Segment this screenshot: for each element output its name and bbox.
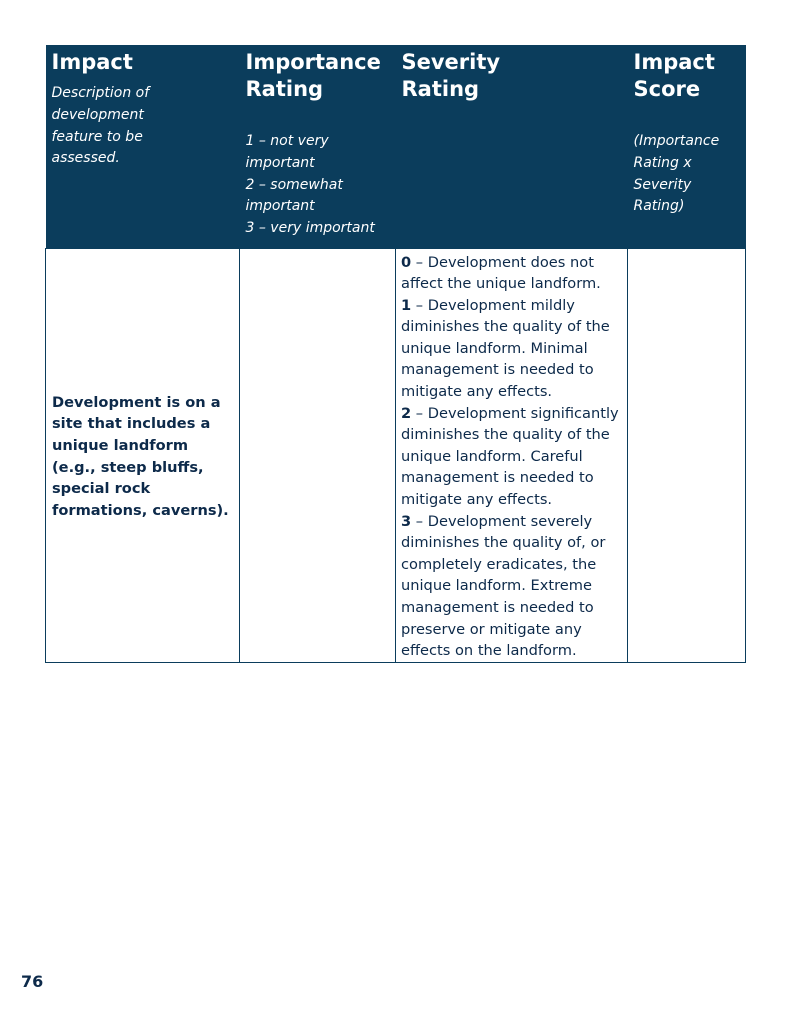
header-score: [628, 45, 746, 248]
header-severity: [396, 45, 628, 248]
header-impact: [46, 45, 240, 248]
severity-rating-cell: [396, 248, 628, 662]
impact-description: Development is on a site that includes a unique landform (e.g., steep bluffs, special rock formations, caverns).: [52, 393, 229, 519]
severity-level-1-number: 1: [401, 296, 412, 314]
header-importance-scale-3: 3 – very important: [245, 220, 375, 237]
importance-rating-cell: [240, 248, 396, 662]
header-impact-description: Description of development feature to be assessed.: [51, 85, 150, 167]
severity-level-2-text: – Development significantly diminishes the quality of the unique landform. Careful management is needed to mitigate any effects.: [401, 404, 619, 509]
severity-level-0-text: – Development does not affect the unique landform.: [401, 253, 601, 293]
impact-assessment-table: [45, 45, 746, 663]
header-severity-title: Severity Rating: [401, 50, 501, 101]
severity-level-2-number: 2: [401, 404, 412, 422]
header-row: [46, 45, 746, 248]
page-number: 76: [21, 972, 44, 991]
severity-level-2: [401, 403, 622, 511]
header-importance-scale-2: 2 – somewhat important: [245, 176, 343, 215]
header-importance-title: Importance Rating: [245, 50, 381, 101]
severity-level-3: [401, 511, 622, 662]
header-score-formula: (Importance Rating x Severity Rating): [633, 133, 720, 215]
header-importance: [240, 45, 396, 248]
table-row: [46, 248, 746, 662]
severity-level-1: [401, 295, 622, 403]
severity-level-0-number: 0: [401, 253, 412, 271]
header-impact-title: Impact: [51, 50, 133, 74]
severity-level-3-text: – Development severely diminishes the quality of, or completely eradicates, the unique landform. Extreme management is needed to preserve or mitigate any effects on the landform.: [401, 512, 606, 660]
header-importance-scale-1: 1 – not very important: [245, 133, 329, 171]
impact-score-cell: [628, 248, 746, 662]
severity-level-0: [401, 252, 622, 295]
severity-level-1-text: – Development mildly diminishes the quality of the unique landform. Minimal management is needed to mitigate any effects.: [401, 296, 610, 401]
impact-description-cell: [46, 248, 240, 662]
header-score-title: Impact Score: [633, 50, 715, 101]
severity-level-3-number: 3: [401, 512, 412, 530]
